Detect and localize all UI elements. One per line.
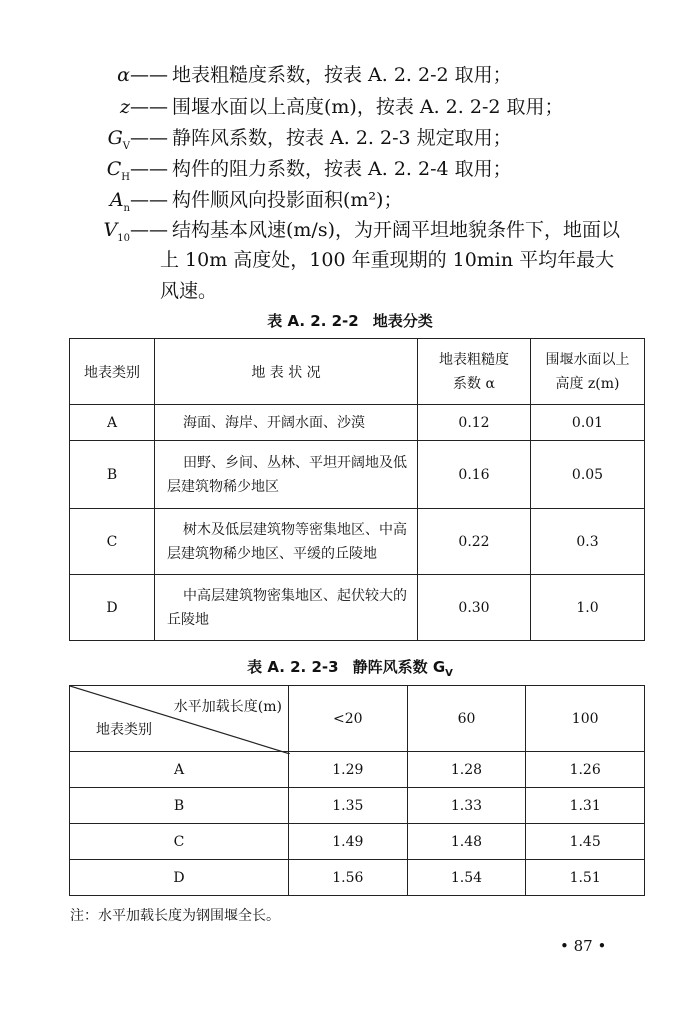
column-header: <20 (289, 686, 408, 752)
definition-continuation-2: 风速。 (160, 280, 218, 302)
dash: —— (130, 158, 168, 180)
value-cell: 1.45 (526, 824, 645, 860)
table1-caption (0, 310, 700, 331)
definition-text: 地表粗糙度系数，按表 A. 2. 2-2 取用； (172, 64, 512, 86)
value-cell: 1.48 (407, 824, 526, 860)
value-cell: 1.28 (407, 752, 526, 788)
table-row (70, 860, 645, 896)
symbol: α (117, 64, 130, 86)
definition-text: 构件的阻力系数，按表 A. 2. 2-4 取用； (172, 158, 512, 180)
z-cell: 0.3 (531, 509, 645, 575)
header-cell: 地 表 状 况 (155, 339, 418, 405)
value-cell: 1.35 (289, 788, 408, 824)
definition-continuation-1: 上 10m 高度处，100 年重现期的 10min 平均年最大 (160, 249, 615, 271)
diagonal-corner-cell (70, 686, 289, 752)
column-header: 100 (526, 686, 645, 752)
gust-factor-table (69, 685, 645, 896)
table-title: 地表分类 (372, 312, 433, 330)
definition-text: 静阵风系数，按表 A. 2. 2-3 规定取用； (172, 127, 512, 149)
column-header: 60 (407, 686, 526, 752)
table-title: 静阵风系数 G (352, 658, 446, 676)
table2-caption (0, 656, 700, 679)
value-cell: 1.31 (526, 788, 645, 824)
value-cell: 1.56 (289, 860, 408, 896)
table-note: 注：水平加载长度为钢围堰全长。 (70, 908, 280, 924)
table-row (70, 824, 645, 860)
value-cell: 1.29 (289, 752, 408, 788)
dash: —— (130, 127, 168, 149)
condition-cell: 中高层建筑物密集地区、起伏较大的丘陵地 (155, 575, 418, 641)
table-row (70, 788, 645, 824)
header-cell: 地表粗糙度 系数 α (418, 339, 531, 405)
corner-bottom-label: 地表类别 (96, 722, 152, 738)
condition-cell: 海面、海岸、开阔水面、沙漠 (155, 405, 418, 441)
class-cell: C (70, 509, 155, 575)
table-header-row (70, 686, 645, 752)
value-cell: 1.51 (526, 860, 645, 896)
table-row (70, 752, 645, 788)
value-cell: 1.26 (526, 752, 645, 788)
alpha-cell: 0.30 (418, 575, 531, 641)
page-number: • 87 • (560, 937, 607, 955)
dash: —— (130, 96, 168, 118)
table-row (70, 509, 645, 575)
value-cell: 1.33 (407, 788, 526, 824)
table-number: 表 A. 2. 2-3 (247, 658, 339, 676)
header-cell: 地表类别 (70, 339, 155, 405)
table-header-row (70, 339, 645, 405)
value-cell: 1.49 (289, 824, 408, 860)
class-cell: A (70, 752, 289, 788)
class-cell: A (70, 405, 155, 441)
surface-classification-table (69, 338, 645, 641)
table-number: 表 A. 2. 2-2 (267, 312, 359, 330)
class-cell: B (70, 788, 289, 824)
value-cell: 1.54 (407, 860, 526, 896)
title-subscript: V (445, 668, 453, 679)
symbol: $C_H$ (106, 158, 130, 183)
z-cell: 0.01 (531, 405, 645, 441)
table-row (70, 575, 645, 641)
z-cell: 1.0 (531, 575, 645, 641)
definition-text: 构件顺风向投影面积(m²)； (172, 189, 403, 211)
definition-text: 结构基本风速(m/s)，为开阔平坦地貌条件下，地面以 (172, 219, 620, 241)
symbol: $V_{10}$ (103, 219, 130, 244)
class-cell: C (70, 824, 289, 860)
dash: —— (130, 64, 168, 86)
table-row (70, 441, 645, 509)
symbol: $A_n$ (109, 189, 130, 214)
symbol: $G_V$ (107, 127, 130, 152)
header-cell: 围堰水面以上 高度 z(m) (531, 339, 645, 405)
alpha-cell: 0.12 (418, 405, 531, 441)
dash: —— (130, 189, 168, 211)
class-cell: B (70, 441, 155, 509)
alpha-cell: 0.22 (418, 509, 531, 575)
condition-cell: 树木及低层建筑物等密集地区、中高层建筑物稀少地区、平缓的丘陵地 (155, 509, 418, 575)
alpha-cell: 0.16 (418, 441, 531, 509)
table-row (70, 405, 645, 441)
condition-cell: 田野、乡间、丛林、平坦开阔地及低层建筑物稀少地区 (155, 441, 418, 509)
dash: —— (130, 219, 168, 241)
corner-top-label: 水平加载长度(m) (173, 699, 282, 715)
class-cell: D (70, 575, 155, 641)
definition-text: 围堰水面以上高度(m)，按表 A. 2. 2-2 取用； (172, 96, 564, 118)
z-cell: 0.05 (531, 441, 645, 509)
class-cell: D (70, 860, 289, 896)
symbol: z (119, 96, 130, 118)
